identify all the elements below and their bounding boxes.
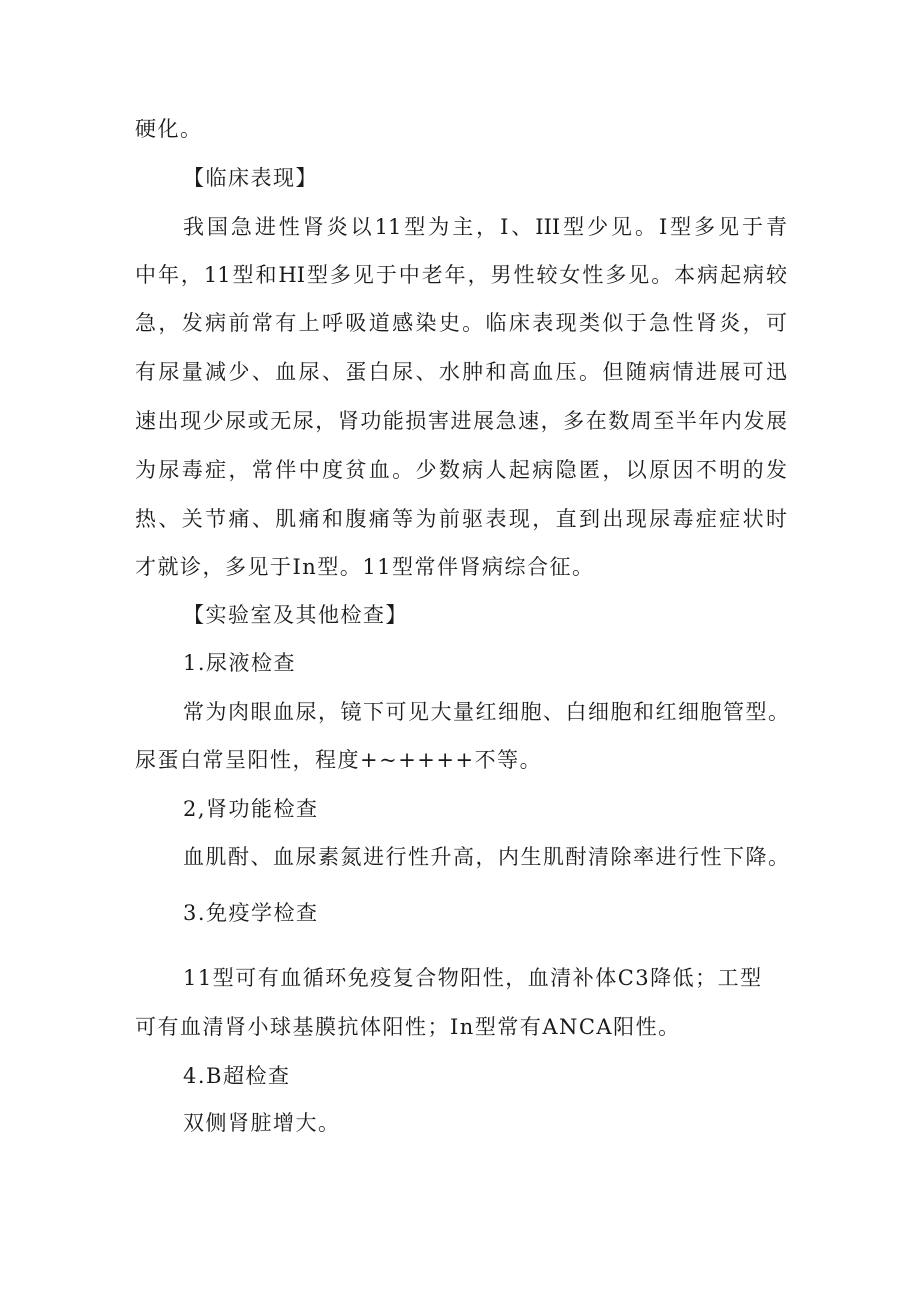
paragraph-line: 热、关节痛、肌痛和腹痛等为前驱表现，直到出现尿毒症症状时 (135, 507, 787, 531)
section-heading-clinical: 【临床表现】 (183, 166, 318, 190)
paragraph-line: 速出现少尿或无尿，肾功能损害进展急速，多在数周至半年内发展 (135, 409, 787, 433)
paragraph-line: 双侧肾脏增大。 (183, 1111, 341, 1135)
paragraph-line: 我国急进性肾炎以11型为主，I、III型少见。I型多见于青 (183, 215, 787, 239)
subsection-title: 1.尿液检查 (183, 651, 297, 675)
paragraph-line: 可有血清肾小球基膜抗体阳性；In型常有ANCA阳性。 (135, 1015, 681, 1039)
section-heading-lab: 【实验室及其他检查】 (183, 603, 408, 627)
subsection-title: 4.B超检查 (183, 1064, 291, 1088)
paragraph-line: 有尿量减少、血尿、蛋白尿、水肿和高血压。但随病情进展可迅 (135, 360, 787, 384)
subsection-title: 3.免疫学检查 (183, 901, 319, 925)
paragraph-line: 中年，11型和HI型多见于中老年，男性较女性多见。本病起病较 (135, 263, 787, 287)
paragraph-line: 急，发病前常有上呼吸道感染史。临床表现类似于急性肾炎，可 (135, 311, 787, 335)
paragraph-line: 为尿毒症，常伴中度贫血。少数病人起病隐匿，以原因不明的发 (135, 458, 787, 482)
paragraph-line: 血肌酎、血尿素氮进行性升高，内生肌酎清除率进行性下降。 (183, 845, 791, 869)
paragraph-line: 才就诊，多见于In型。11型常伴肾病综合征。 (135, 555, 595, 579)
subsection-title: 2,肾功能检查 (183, 797, 319, 821)
continuation-text: 硬化。 (135, 117, 203, 141)
paragraph-line: 常为肉眼血尿，镜下可见大量红细胞、白细胞和红细胞管型。 (183, 700, 791, 724)
paragraph-line: 11型可有血循环免疫复合物阳性，血清补体C3降低；工型 (183, 966, 763, 990)
paragraph-line: 尿蛋白常呈阳性，程度+~++++不等。 (135, 748, 543, 772)
